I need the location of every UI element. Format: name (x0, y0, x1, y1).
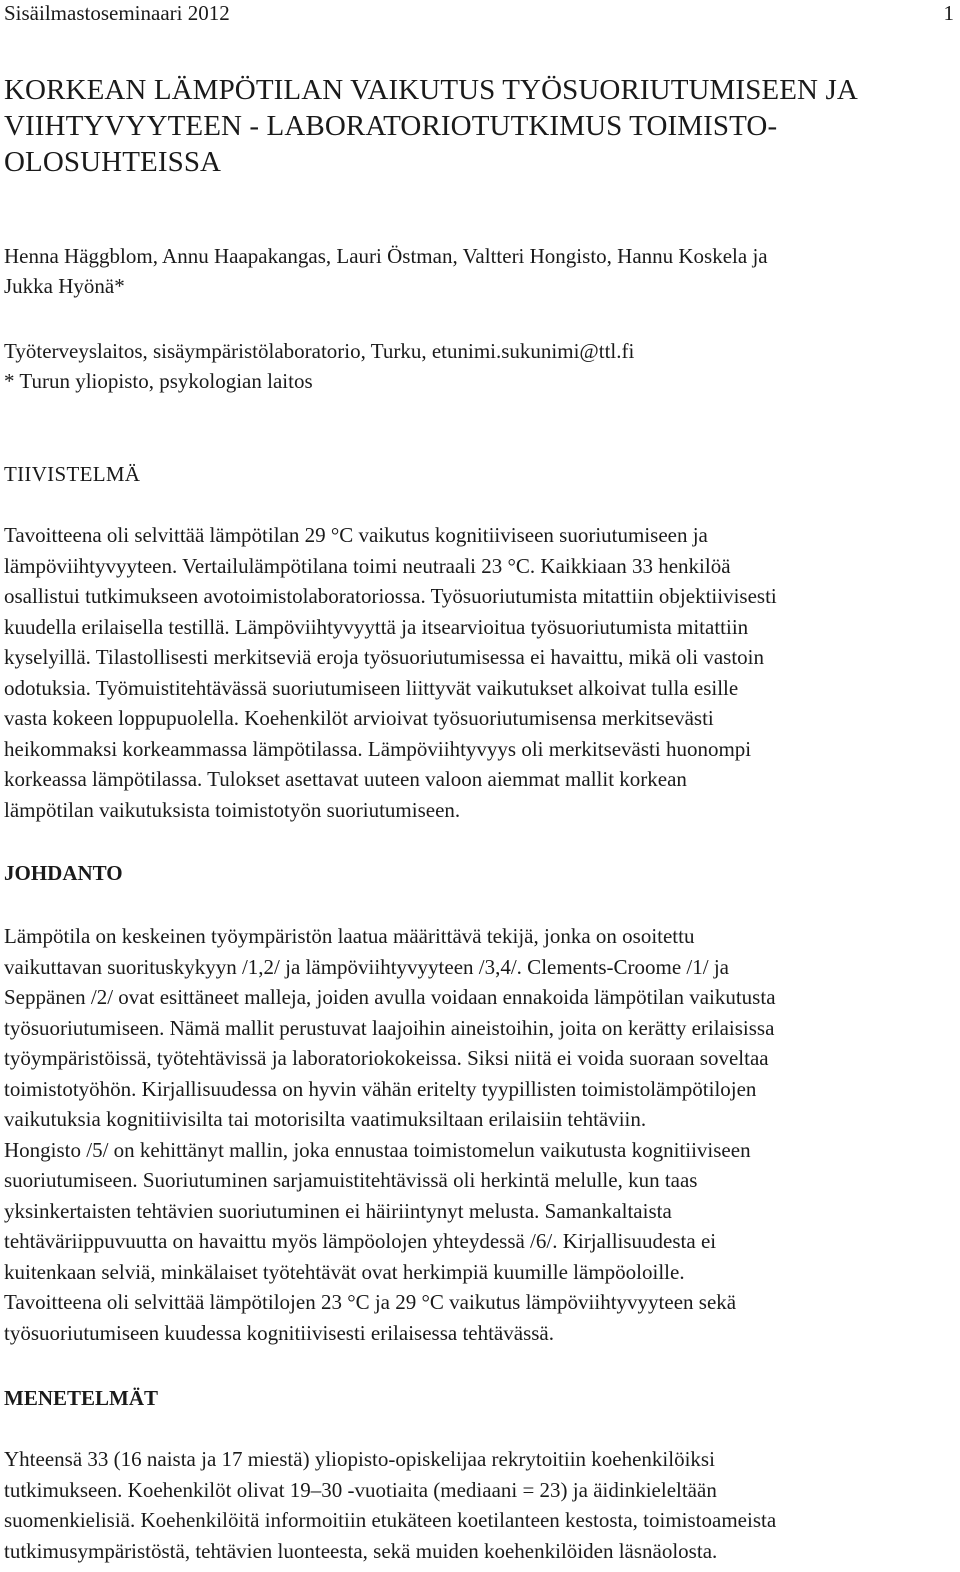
text-line: kyselyillä. Tilastollisesti merkitseviä eroja työsuoriutumisessa ei havaittu, mikä oli vastoin (4, 645, 764, 669)
text-line: lämpöviihtyvyyteen. Vertailulämpötilana toimi neutraali 23 °C. Kaikkiaan 33 henkilöä (4, 553, 731, 578)
text-line: osallistui tutkimukseen avotoimistolaboratoriossa. Työsuoriutumista mitattiin objektiivisesti (4, 584, 777, 608)
text-line: vasta kokeen loppupuolella. Koehenkilöt arvioivat työsuoriutumisensa merkitsevästi (4, 706, 714, 730)
text-line: Tavoitteena oli selvittää lämpötilojen 23 °C ja 29 °C vaikutus lämpöviihtyvyyteen sekä (4, 1290, 737, 1314)
text-line: vaikuttavan suorituskykyyn /1,2/ ja lämpöviihtyvyyteen /3,4/. Clements-Croome /1/ ja (4, 954, 729, 979)
paper-title-line: OLOSUHTEISSA (4, 146, 222, 178)
text-line: suoriutumiseen. Suoriutuminen sarjamuistitehtävissä oli herkintä melulle, kun taas (4, 1168, 698, 1192)
text-line: Lämpötila on keskeinen työympäristön laatua määrittävä tekijä, jonka on osoitettu (4, 924, 695, 948)
text-line: korkeassa lämpötilassa. Tulokset asettavat uuteen valoon aiemmat mallit korkean (4, 767, 687, 791)
text-line: Tavoitteena oli selvittää lämpötilan 29 °C vaikutus kognitiiviseen suoriutumiseen ja (4, 523, 708, 547)
text-line: kuudella erilaisella testillä. Lämpöviihtyvyyttä ja itsearvioitua työsuoriutumista mitattiin (4, 614, 749, 639)
text-line: heikommaksi korkeammassa lämpötilassa. Lämpöviihtyvyys oli merkitsevästi huonompi (4, 736, 752, 761)
affiliations (4, 336, 954, 396)
text-line: tehtäväriippuvuutta on havaittu myös lämpöolojen yhteydessä /6/. Kirjallisuudesta ei (4, 1229, 717, 1253)
text-line: työsuoriutumiseen. Nämä mallit perustuvat laajoihin aineistoihin, joita on kerätty erilaisissa (4, 1015, 775, 1040)
text-line: Yhteensä 33 (16 naista ja 17 miestä) yliopisto-opiskelijaa rekrytoitiin koehenkilöiksi (4, 1447, 715, 1471)
text-line: vaikutuksia kognitiivisilta tai motorisilta vaatimuksiltaan erilaisiin tehtäviin. (4, 1107, 647, 1131)
text-line: suomenkielisiä. Koehenkilöitä informoitiin etukäteen koetilanteen kestosta, toimistoameista (4, 1508, 777, 1532)
text-line: lämpötilan vaikutuksista toimistotyön suoriutumiseen. (4, 797, 461, 822)
text-line: kuitenkaan selviä, minkälaiset työtehtävät ovat herkimpiä kuumille lämpöoloille. (4, 1259, 685, 1284)
methods-heading: MENETELMÄT (4, 1386, 159, 1410)
abstract-paragraph (4, 520, 959, 825)
text-line: työympäristöissä, työtehtävissä ja laboratoriokokeissa. Siksi niitä ei voida suoraan soveltaa (4, 1046, 769, 1070)
text-line: Seppänen /2/ ovat esittäneet malleja, joiden avulla voidaan ennakoida lämpötilan vaikutusta (4, 985, 776, 1009)
running-header (4, 0, 954, 26)
text-line: toimistotyöhön. Kirjallisuudessa on hyvin vähän eritelty tyypillisten toimistolämpötilojen (4, 1076, 757, 1101)
paper-title (4, 72, 954, 180)
introduction-heading: JOHDANTO (4, 861, 123, 885)
text-line: yksinkertaisten tehtävien suoriutuminen ei häiriintynyt melusta. Samankaltaista (4, 1198, 672, 1223)
running-header-title: Sisäilmastoseminaari 2012 (4, 1, 230, 25)
text-line: Hongisto /5/ on kehittänyt mallin, joka ennustaa toimistomelun vaikutusta kognitiiviseen (4, 1137, 751, 1162)
affiliation-line: Työterveyslaitos, sisäympäristölaboratorio, Turku, etunimi.sukunimi@ttl.fi (4, 339, 635, 363)
author-line: Henna Häggblom, Annu Haapakangas, Lauri Östman, Valtteri Hongisto, Hannu Koskela ja (4, 244, 768, 268)
affiliation-line: * Turun yliopisto, psykologian laitos (4, 369, 313, 393)
page-number: 1 (943, 1, 954, 25)
author-line: Jukka Hyönä* (4, 274, 125, 298)
text-line: työsuoriutumiseen kuudessa kognitiivisesti erilaisessa tehtävässä. (4, 1320, 554, 1345)
text-line: tutkimusympäristöstä, tehtävien luonteesta, sekä muiden koehenkilöiden läsnäolosta. (4, 1538, 718, 1563)
paper-title-line: KORKEAN LÄMPÖTILAN VAIKUTUS TYÖSUORIUTUMISEEN JA (4, 74, 858, 106)
abstract-heading: TIIVISTELMÄ (4, 462, 141, 486)
author-list (4, 241, 954, 301)
paper-title-line: VIIHTYVYYTEEN - LABORATORIOTUTKIMUS TOIMISTO- (4, 110, 778, 142)
introduction-paragraph (4, 921, 959, 1348)
methods-paragraph (4, 1444, 959, 1566)
text-line: odotuksia. Työmuistitehtävässä suoriutumiseen liittyvät vaikutukset alkoivat tulla esille (4, 675, 739, 700)
text-line: tutkimukseen. Koehenkilöt olivat 19–30 -vuotiaita (mediaani = 23) ja äidinkieleltään (4, 1477, 717, 1502)
